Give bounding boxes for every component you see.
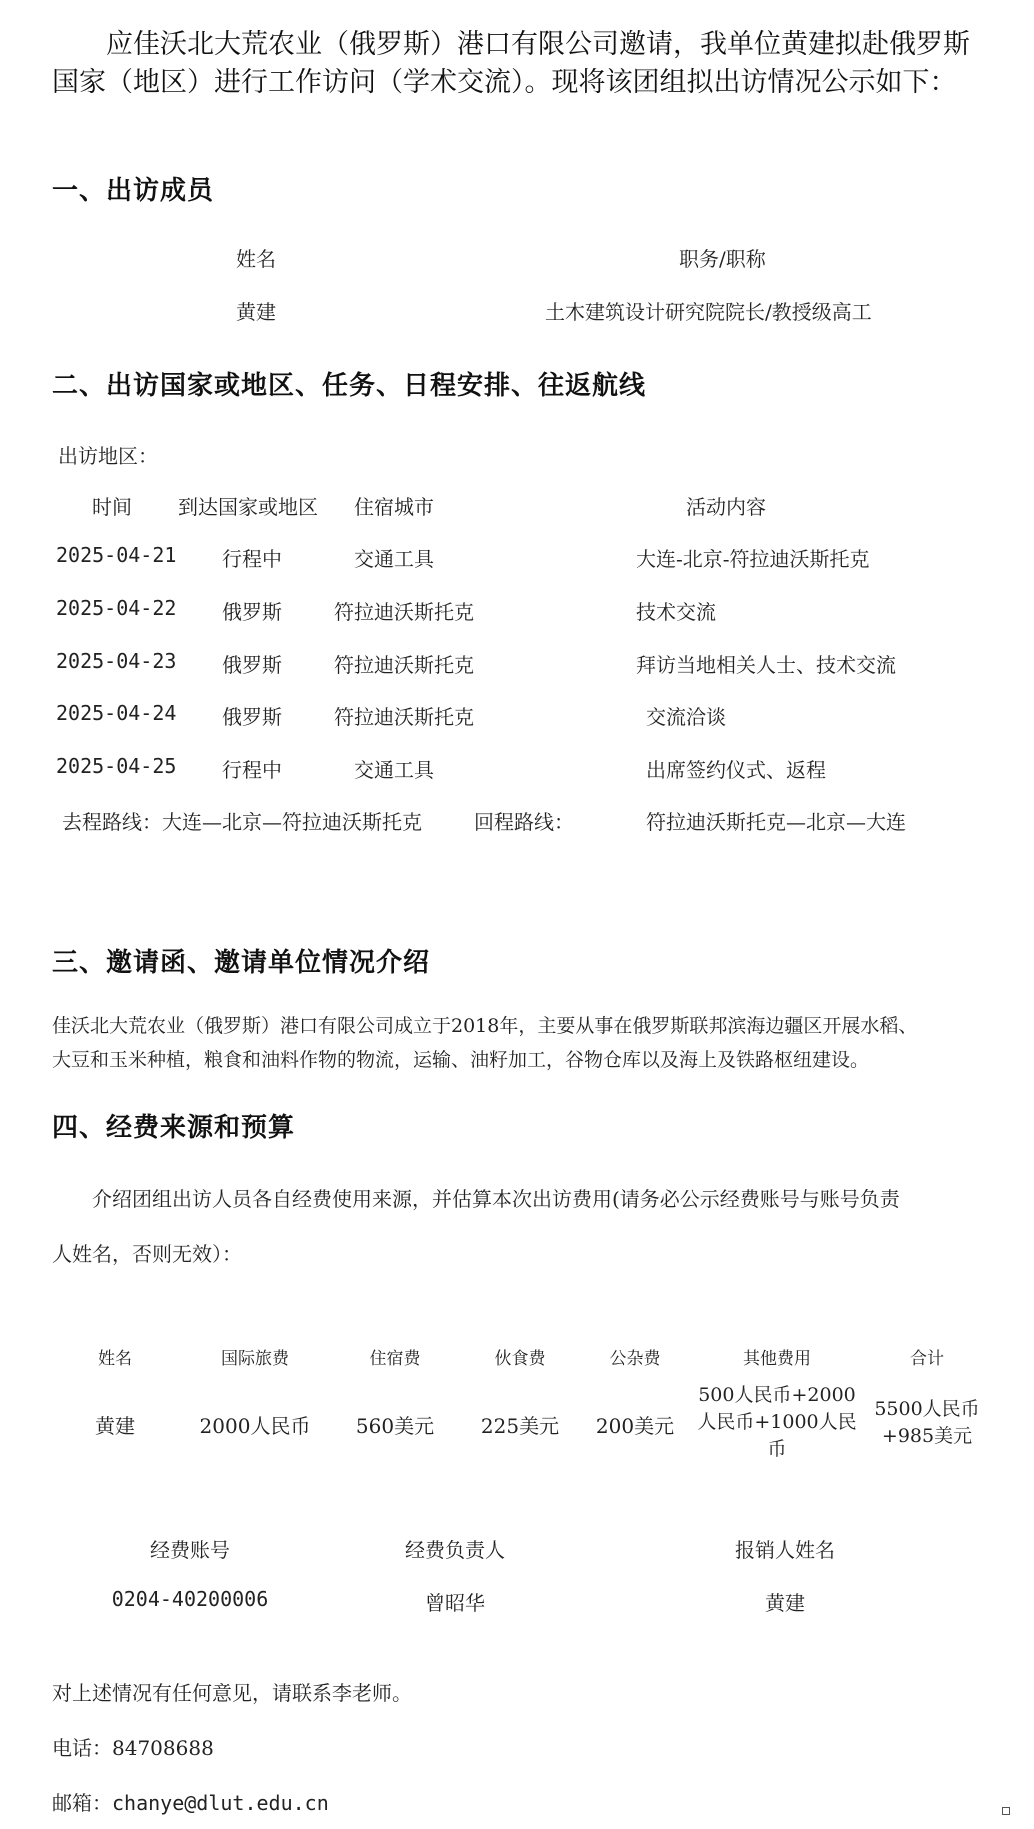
region-label: 出访地区：	[58, 444, 158, 468]
schedule-country: 俄罗斯	[222, 653, 282, 677]
schedule-header-time: 时间	[92, 495, 132, 519]
member-title: 土木建筑设计研究院院长/教授级高工	[545, 300, 872, 324]
schedule-country: 俄罗斯	[222, 705, 282, 729]
budget-misc: 200美元	[595, 1414, 675, 1438]
schedule-country: 行程中	[222, 547, 282, 571]
budget-travel: 2000人民币	[199, 1414, 311, 1438]
account-header-number: 经费账号	[150, 1538, 230, 1562]
section1-heading: 一、出访成员	[52, 176, 215, 206]
budget-lodging: 560美元	[355, 1414, 435, 1438]
intro-paragraph	[52, 26, 992, 102]
schedule-activity: 技术交流	[636, 600, 716, 624]
budget-note-line1: 介绍团组出访人员各自经费使用来源，并估算本次出访费用(请务必公示经费账号与账号负责	[92, 1187, 900, 1211]
budget-total: 5500人民币+985美元	[874, 1398, 980, 1447]
schedule-city: 符拉迪沃斯托克	[334, 705, 474, 729]
budget-header-lodging: 住宿费	[369, 1349, 421, 1369]
schedule-activity: 出席签约仪式、返程	[646, 758, 826, 782]
company-intro-line: 大豆和玉米种植，粮食和油料作物的物流，运输、油籽加工，谷物仓库以及海上及铁路枢纽建设。	[52, 1049, 870, 1071]
contact-note: 对上述情况有任何意见，请联系李老师。	[52, 1681, 412, 1705]
schedule-date: 2025-04-23	[56, 649, 177, 673]
budget-note-line2: 人姓名，否则无效）：	[52, 1242, 242, 1266]
members-header-title: 职务/职称	[679, 247, 766, 271]
section4-heading: 四、经费来源和预算	[52, 1113, 296, 1143]
budget-other: 500人民币+2000人民币+1000人民币	[697, 1384, 857, 1460]
schedule-city: 符拉迪沃斯托克	[334, 600, 474, 624]
schedule-country: 俄罗斯	[222, 600, 282, 624]
account-claimant: 黄建	[765, 1591, 805, 1615]
contact-email-label: 邮箱：	[52, 1791, 112, 1815]
schedule-header-city: 住宿城市	[354, 495, 434, 519]
schedule-country: 行程中	[222, 758, 282, 782]
budget-name: 黄建	[95, 1414, 135, 1438]
account-manager: 曾昭华	[425, 1591, 485, 1615]
schedule-activity: 交流洽谈	[646, 705, 726, 729]
contact-phone: 电话：84708688	[52, 1736, 214, 1760]
account-number: 0204-40200006	[111, 1587, 269, 1611]
company-intro-line: 佳沃北大荒农业（俄罗斯）港口有限公司成立于2018年，主要从事在俄罗斯联邦滨海边疆区开展水稻、	[52, 1015, 918, 1037]
budget-header-name: 姓名	[98, 1349, 132, 1369]
schedule-activity: 大连-北京-符拉迪沃斯托克	[636, 547, 870, 571]
members-header-name: 姓名	[236, 247, 276, 271]
schedule-header-country: 到达国家或地区	[178, 495, 318, 519]
contact-email[interactable]: chanye@dlut.edu.cn	[112, 1791, 329, 1815]
schedule-activity: 拜访当地相关人士、技术交流	[636, 653, 896, 677]
budget-header-misc: 公杂费	[609, 1349, 661, 1369]
corner-mark	[1002, 1807, 1010, 1815]
schedule-date: 2025-04-21	[56, 543, 177, 567]
schedule-date: 2025-04-25	[56, 754, 177, 778]
budget-header-other: 其他费用	[743, 1349, 811, 1369]
budget-header-travel: 国际旅费	[221, 1349, 289, 1369]
account-header-manager: 经费负责人	[405, 1538, 505, 1562]
budget-meals: 225美元	[480, 1414, 560, 1438]
schedule-city: 交通工具	[354, 758, 434, 782]
account-header-claimant: 报销人姓名	[735, 1538, 835, 1562]
company-intro	[52, 1009, 1002, 1077]
route-out: 去程路线：大连—北京—符拉迪沃斯托克	[62, 810, 422, 834]
budget-header-total: 合计	[910, 1349, 944, 1369]
schedule-header-activity: 活动内容	[686, 495, 766, 519]
contact-email-row	[52, 1787, 329, 1816]
route-back: 符拉迪沃斯托克—北京—大连	[646, 810, 906, 834]
schedule-date: 2025-04-24	[56, 701, 177, 725]
section3-heading: 三、邀请函、邀请单位情况介绍	[52, 948, 431, 978]
intro-text: 应佳沃北大荒农业（俄罗斯）港口有限公司邀请，我单位黄建拟赴俄罗斯国家（地区）进行工作访问（学术交流）。现将该团组拟出访情况公示如下：	[52, 29, 970, 98]
budget-header-meals: 伙食费	[494, 1349, 546, 1369]
route-back-label: 回程路线：	[474, 810, 574, 834]
schedule-city: 符拉迪沃斯托克	[334, 653, 474, 677]
section2-heading: 二、出访国家或地区、任务、日程安排、往返航线	[52, 371, 647, 401]
schedule-date: 2025-04-22	[56, 596, 177, 620]
schedule-city: 交通工具	[354, 547, 434, 571]
member-name: 黄建	[236, 300, 276, 324]
